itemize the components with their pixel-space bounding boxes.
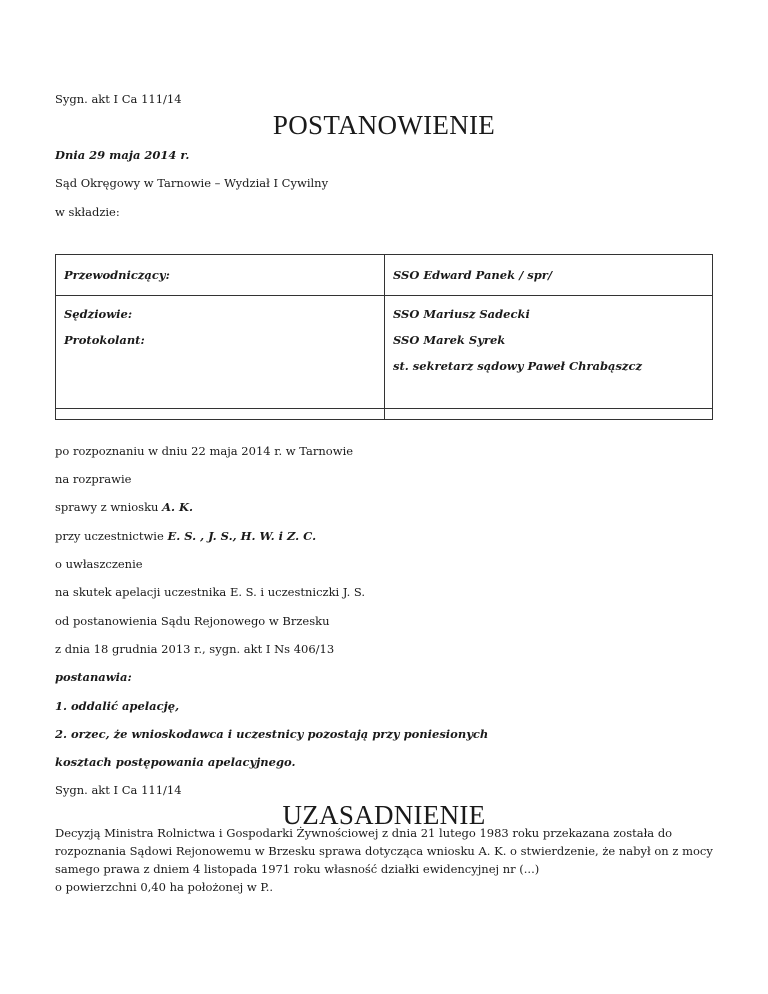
lower-court-date-line: z dnia 18 grudnia 2013 r., sygn. akt I Ns 406/13 [55,642,335,656]
empty-cell-left [56,409,385,420]
hearing-line: po rozpoznaniu w dniu 22 maja 2014 r. w Tarnowie [55,444,354,458]
participants-names: E. S. , J. S., H. W. i Z. C. [167,529,317,543]
chair-name: SSO Edward Panek / spr/ [393,268,553,282]
chair-name-cell [385,255,713,296]
case-reference: Sygn. akt I Ca 111/14 [55,92,182,106]
applicant-prefix: sprawy z wniosku [55,500,163,514]
judges-label: Sędziowie: [64,307,133,321]
ruling-point-1: 1. oddalić apelację, [55,699,180,713]
chair-label: Przewodniczący: [64,268,170,282]
ruling-point-2b: kosztach postępowania apelacyjnego. [55,755,296,769]
participants-prefix: przy uczestnictwie [55,529,168,543]
decides-heading: postanawia: [55,670,132,684]
clerk-name: st. sekretarz sądowy Paweł Chrabąszcz [393,359,642,373]
chair-label-cell [56,255,385,296]
justification-paragraph [55,824,720,896]
lower-court-line: od postanowienia Sądu Rejonowego w Brzesku [55,614,330,628]
court-name: Sąd Okręgowy w Tarnowie – Wydział I Cywilny [55,176,329,190]
subject-line: o uwłaszczenie [55,557,143,571]
judge-1-name: SSO Mariusz Sadecki [393,307,530,321]
justification-text-2: o powierzchni 0,40 ha położonej w P.. [55,880,274,894]
justification-case-reference: Sygn. akt I Ca 111/14 [55,783,182,797]
decision-date: Dnia 29 maja 2014 r. [55,148,190,162]
trial-line: na rozprawie [55,472,132,486]
court-composition-table [55,254,713,420]
applicant-name: A. K. [162,500,194,514]
judge-2-name: SSO Marek Syrek [393,333,506,347]
empty-cell-right [385,409,713,420]
clerk-label: Protokolant: [64,333,145,347]
applicant-line [55,500,193,514]
justification-text-1: Decyzją Ministra Rolnictwa i Gospodarki Żywnościowej z dnia 21 lutego 1983 roku przekazana została do rozpoznania Sądowi Rejonowemu w Brzesku sprawa dotycząca wniosku A. K. o stwierdzenie, że nabył on z mocy samego prawa z dniem 4 listopada 1971 roku własność działki ewidencyjnej nr (...) [55,826,713,876]
composition-intro: w składzie: [55,205,120,219]
participants-line [55,529,316,543]
justification-title: UZASADNIENIE [282,800,486,830]
members-name-cell [385,296,713,409]
ruling-point-2a: 2. orzec, że wnioskodawca i uczestnicy pozostają przy poniesionych [55,727,489,741]
document-title: POSTANOWIENIE [272,110,496,140]
appeal-line: na skutek apelacji uczestnika E. S. i uczestniczki J. S. [55,585,366,599]
members-label-cell [56,296,385,409]
